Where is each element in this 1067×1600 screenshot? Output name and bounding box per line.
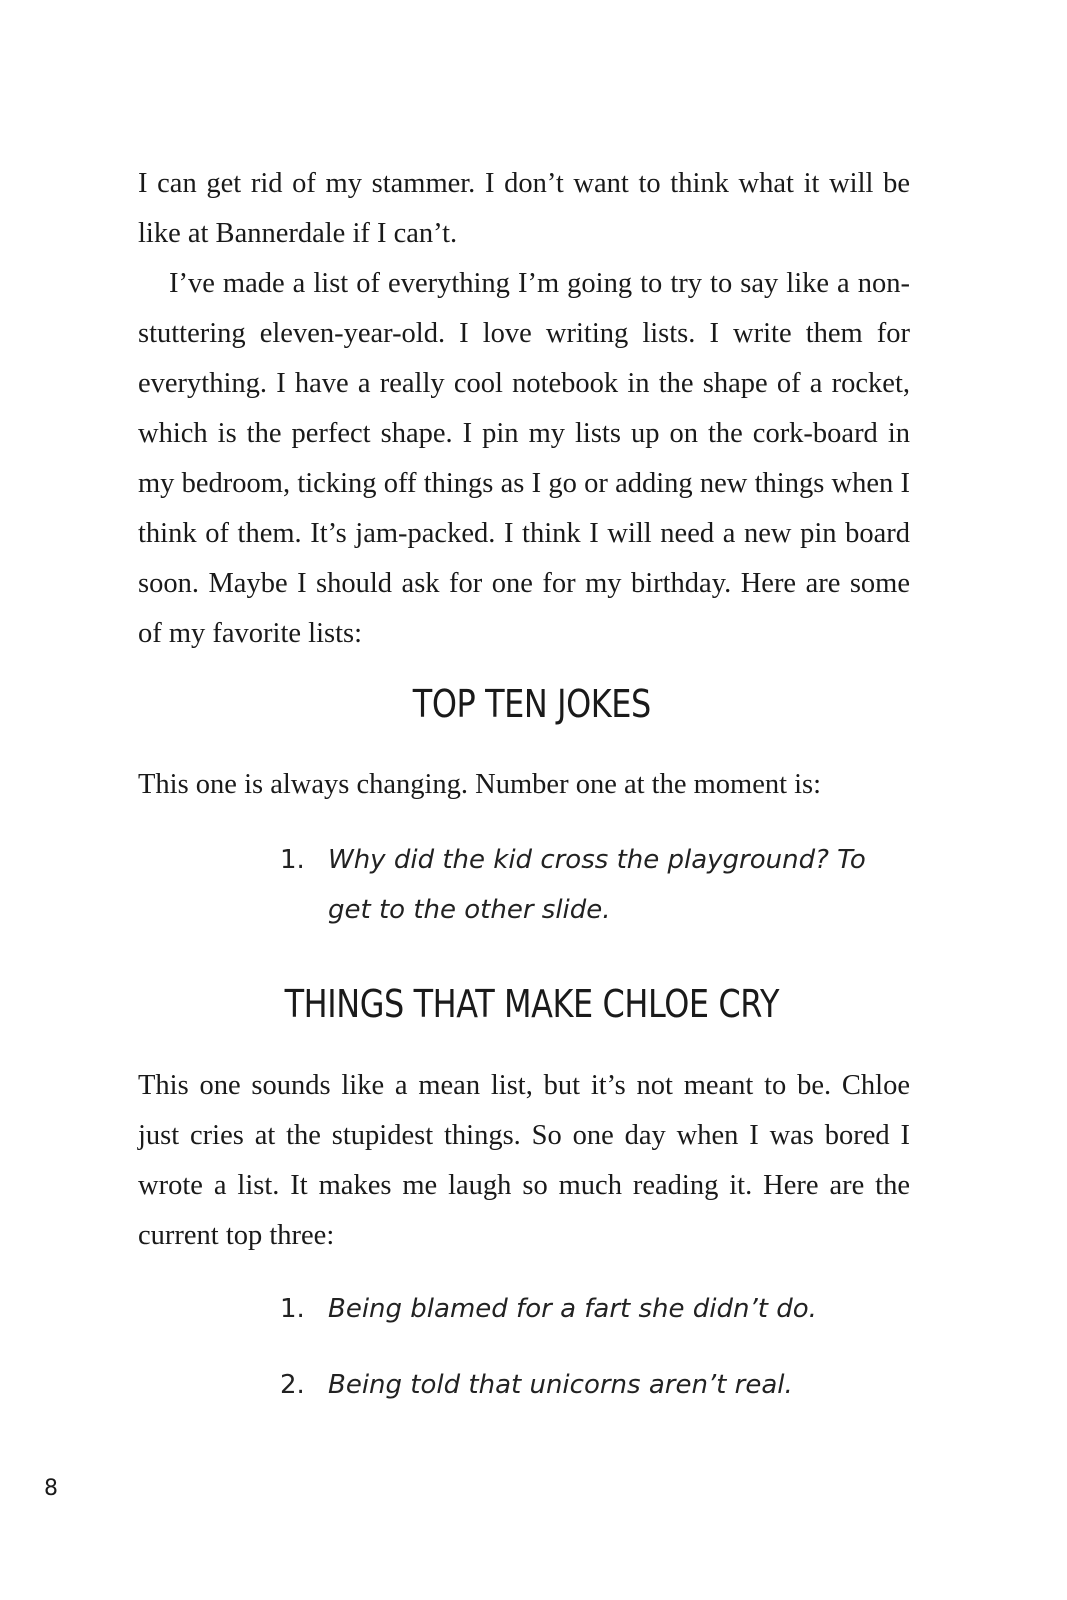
list-item-text: Why did the kid cross the playground? To get to the other slide. <box>328 845 866 925</box>
chloe-list-item <box>280 1360 880 1410</box>
heading-things-that-make-chloe-cry: THINGS THAT MAKE CHLOE CRY <box>284 982 780 1026</box>
list-number: 1. <box>280 845 305 875</box>
paragraph-block-3 <box>138 1061 910 1261</box>
list-number: 1. <box>280 1294 305 1324</box>
paragraph-2: I’ve made a list of everything I’m going to try to say like a non-stuttering eleven-year-old. I love writing lists. I write them for everything. I have a really cool notebook in the shape of a rocket, which is the perfect shape. I pin my lists up on the cork-board in my bedroom, ticking off things as I go or adding new things when I think of them. It’s jam-packed. I think I will need a new pin board soon. Maybe I should ask for one for my birthday. Here are some of my favorite lists: <box>138 268 910 649</box>
list-item-text: Being told that unicorns aren’t real. <box>328 1370 793 1400</box>
paragraph-4: This one sounds like a mean list, but it’s not meant to be. Chloe just cries at the stupidest things. So one day when I was bored I wrote a list. It makes me laugh so much reading it. Here are the current top three: <box>138 1070 910 1251</box>
page-number: 8 <box>44 1476 58 1501</box>
paragraph-1: I can get rid of my stammer. I don’t want to think what it will be like at Bannerdale if I can’t. <box>138 168 910 249</box>
paragraph-block-2 <box>138 760 910 810</box>
paragraph-3: This one is always changing. Number one at the moment is: <box>138 769 822 800</box>
list-item-text: Being blamed for a fart she didn’t do. <box>328 1294 817 1324</box>
paragraph-block-1 <box>138 159 910 659</box>
jokes-list-item <box>280 835 880 935</box>
list-number: 2. <box>280 1370 305 1400</box>
chloe-list-item <box>280 1284 880 1334</box>
heading-top-ten-jokes: TOP TEN JOKES <box>412 682 651 726</box>
